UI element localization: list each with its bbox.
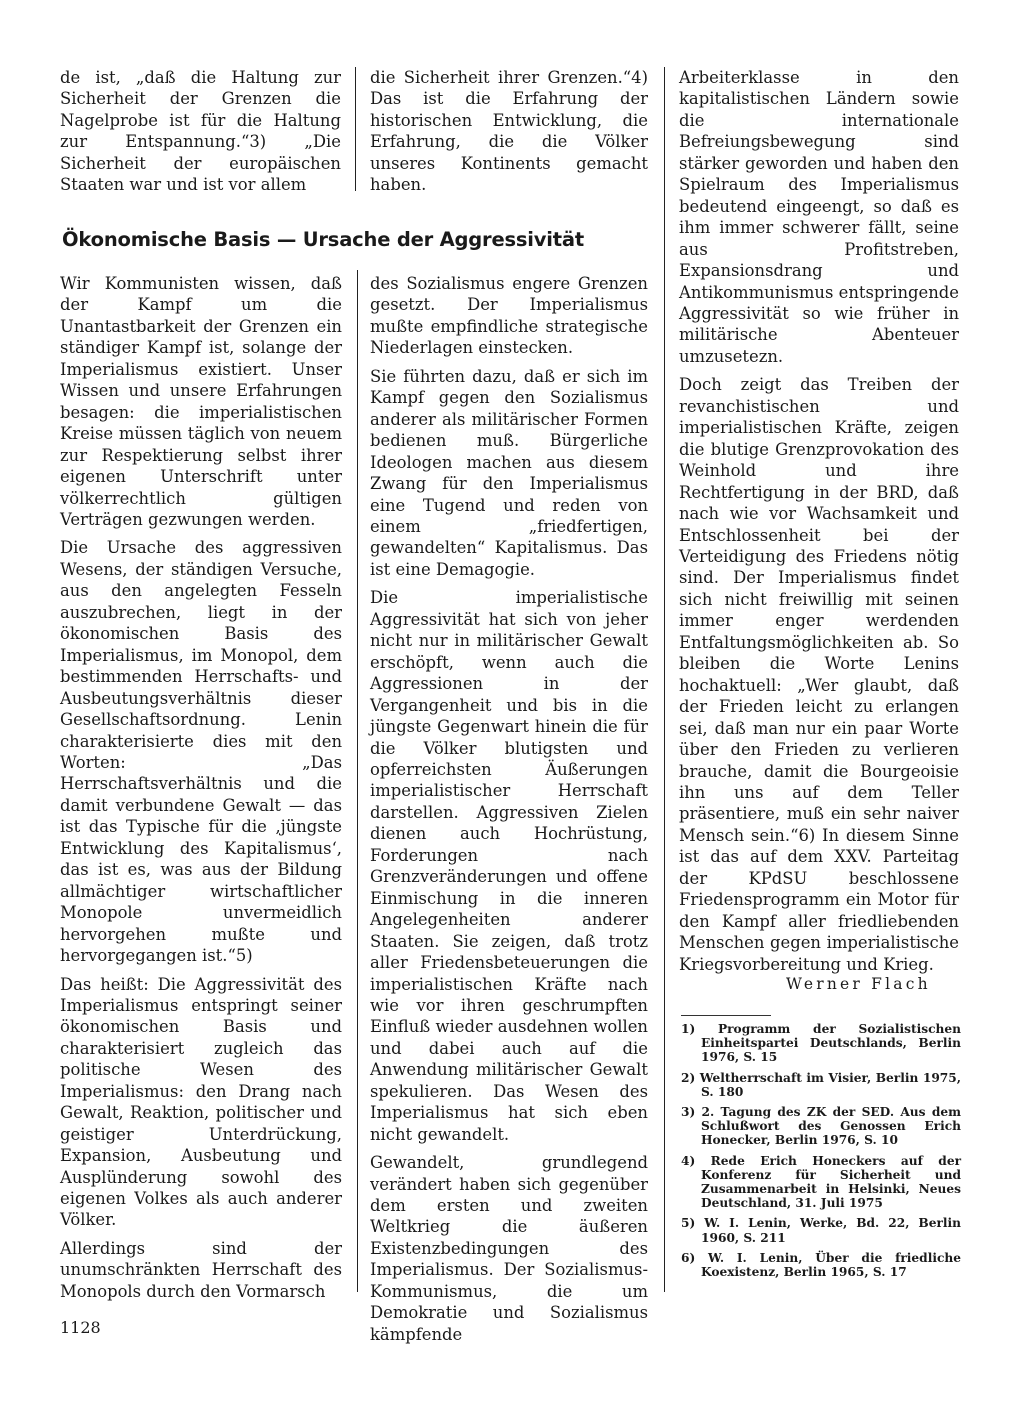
- column-rule-1: [357, 270, 358, 1292]
- footnote: 5) W. I. Lenin, Werke, Bd. 22, Berlin 1960, S. 211: [681, 1216, 961, 1245]
- column-rule-2: [664, 67, 665, 1292]
- col2-paragraph: des Sozialismus engere Grenzen gesetzt. Der Imperialismus mußte empfindliche strategische Niederlagen einstecken.: [370, 274, 648, 358]
- col2-paragraph: Gewandelt, grundlegend verändert haben sich gegenüber dem ersten und zweiten Weltkrieg die äußeren Existenzbedingungen des Imperialismus. Der Sozialismus-Kommunismus, die um Demokratie und Sozialismus kämpfende: [370, 1153, 648, 1344]
- top-column-2: [370, 67, 648, 196]
- col1-paragraph: Das heißt: Die Aggressivität des Imperialismus entspringt seiner ökonomischen Basis und charakterisiert zugleich das politische Wesen des Imperialismus: den Drang nach Gewalt, Reaktion, politischer und geistiger Unterdrückung, Expansion, Ausbeutung und Ausplünderung sowohl des eigenen Volkes als auch anderer Völker.: [60, 974, 342, 1230]
- body-column-2: [370, 273, 648, 1345]
- top-column-1: [60, 67, 341, 196]
- footnote: 1) Programm der Sozialistischen Einheitspartei Deutschlands, Berlin 1976, S. 15: [681, 1022, 961, 1065]
- col2-paragraph: Die imperialistische Aggressivität hat sich von jeher nicht nur in militärischer Gewalt erschöpft, wenn auch die Aggressionen in der Vergangenheit und bis in die jüngste Gegenwart hinein die für die Völker blutigsten und opferreichsten Äußerungen imperialistischer Herrschaft darstellen. Aggressiven Zielen dienen auch Hochrüstung, Forderungen nach Grenzveränderungen und offene Einmischung in die inneren Angelegenheiten anderer Staaten. Sie zeigen, daß trotz aller Friedensbeteuerungen die imperialistischen Kräfte nach wie vor ihren geschrumpften Einfluß wieder ausdehnen wollen und dabei auch auf die Anwendung militärischer Gewalt spekulieren. Das Wesen des Imperialismus hat sich eben nicht gewandelt.: [370, 588, 648, 1144]
- footnote: 3) 2. Tagung des ZK der SED. Aus dem Schlußwort des Genossen Erich Honecker, Berlin 1976, S. 10: [681, 1105, 961, 1148]
- footnote-separator: [681, 1015, 771, 1016]
- section-heading: Ökonomische Basis — Ursache der Aggressivität: [62, 228, 584, 251]
- top-paragraph-2: die Sicherheit ihrer Grenzen.“4) Das ist die Erfahrung der historischen Entwicklung, die Erfahrung, die die Völker unseres Kontinents gemacht haben.: [370, 68, 648, 195]
- col3-paragraph: Arbeiterklasse in den kapitalistischen Ländern sowie die internationale Befreiungsbewegung sind stärker geworden und haben den Spielraum des Imperialismus bedeutend eingeengt, so daß es ihm immer schwerer fällt, seine aus Profitstreben, Expansionsdrang und Antikommunismus entspringende Aggressivität so wie früher in militärische Abenteuer umzusetezn.: [679, 68, 959, 366]
- top-paragraph-1: de ist, „daß die Haltung zur Sicherheit der Grenzen die Nagelprobe ist für die Haltung zur Entspannung.“3) „Die Sicherheit der europäischen Staaten war und ist vor allem: [60, 68, 341, 195]
- col1-paragraph: Die Ursache des aggressiven Wesens, der ständigen Versuche, aus den angelegten Fesseln auszubrechen, liegt in der ökonomischen Basis des Imperialismus, im Monopol, dem bestimmenden Herrschafts- und Ausbeutungsverhältnis dieser Gesellschaftsordnung. Lenin charakterisierte dies mit den Worten: „Das Herrschaftsverhältnis und die damit verbundene Gewalt — das ist das Typische für die ‚jüngste Entwicklung des Kapitalismus‘, das ist es, was aus der Bildung allmächtiger wirtschaftlicher Monopole unvermeidlich hervorgehen mußte und hervorgegangen ist.“5): [60, 538, 342, 966]
- footnotes: [681, 1015, 961, 1285]
- footnote: 2) Weltherrschaft im Visier, Berlin 1975, S. 180: [681, 1070, 961, 1099]
- col1-paragraph: Allerdings sind der unumschränkten Herrschaft des Monopols durch den Vormarsch: [60, 1238, 342, 1301]
- footnote: 6) W. I. Lenin, Über die friedliche Koexistenz, Berlin 1965, S. 17: [681, 1250, 961, 1280]
- body-column-1: [60, 273, 342, 1302]
- author-signature: Werner Flach: [786, 975, 931, 993]
- column-rule-top: [355, 67, 356, 191]
- col1-paragraph: Wir Kommunisten wissen, daß der Kampf um die Unantastbarkeit der Grenzen ein ständiger Kampf ist, solange der Imperialismus existiert. Unser Wissen und unsere Erfahrungen besagen: die imperialistischen Kreise müssen täglich von neuem zur Respektierung selbst ihrer eigenen Unterschrift unter völkerrechtlich gültigen Verträgen gezwungen werden.: [60, 274, 342, 529]
- col2-paragraph: Sie führten dazu, daß er sich im Kampf gegen den Sozialismus anderer als militärischer Formen bedienen muß. Bürgerliche Ideologen machen aus diesem Zwang für den Imperialismus eine Tugend und reden von einem „friedfertigen, gewandelten“ Kapitalismus. Das ist eine Demagogie.: [370, 366, 648, 579]
- page-number: 1128: [60, 1318, 101, 1337]
- footnote: 4) Rede Erich Honeckers auf der Konferenz für Sicherheit und Zusammenarbeit in Helsinki, Neues Deutschland, 31. Juli 1975: [681, 1153, 961, 1211]
- body-column-3: [679, 67, 959, 975]
- col3-paragraph: Doch zeigt das Treiben der revanchistischen und imperialistischen Kräfte, zeigen die blutige Grenzprovokation des Weinhold und ihre Rechtfertigung in der BRD, daß nach wie vor Wachsamkeit und Entschlossenheit bei der Verteidigung des Friedens nötig sind. Der Imperialismus findet sich nicht freiwillig mit seinen immer enger werdenden Entfaltungsmöglichkeiten ab. So bleiben die Worte Lenins hochaktuell: „Wer glaubt, daß der Frieden leicht zu erlangen sei, daß man nur ein paar Worte über den Frieden zu verlieren brauche, damit die Bourgeoisie ihn uns auf dem Teller präsentiere, muß ein sehr naiver Mensch sein.“6) In diesem Sinne ist das auf dem XXV. Parteitag der KPdSU beschlossene Friedensprogramm ein Motor für den Kampf aller friedliebenden Menschen gegen imperialistische Kriegsvorbereitung und Krieg.: [679, 375, 959, 974]
